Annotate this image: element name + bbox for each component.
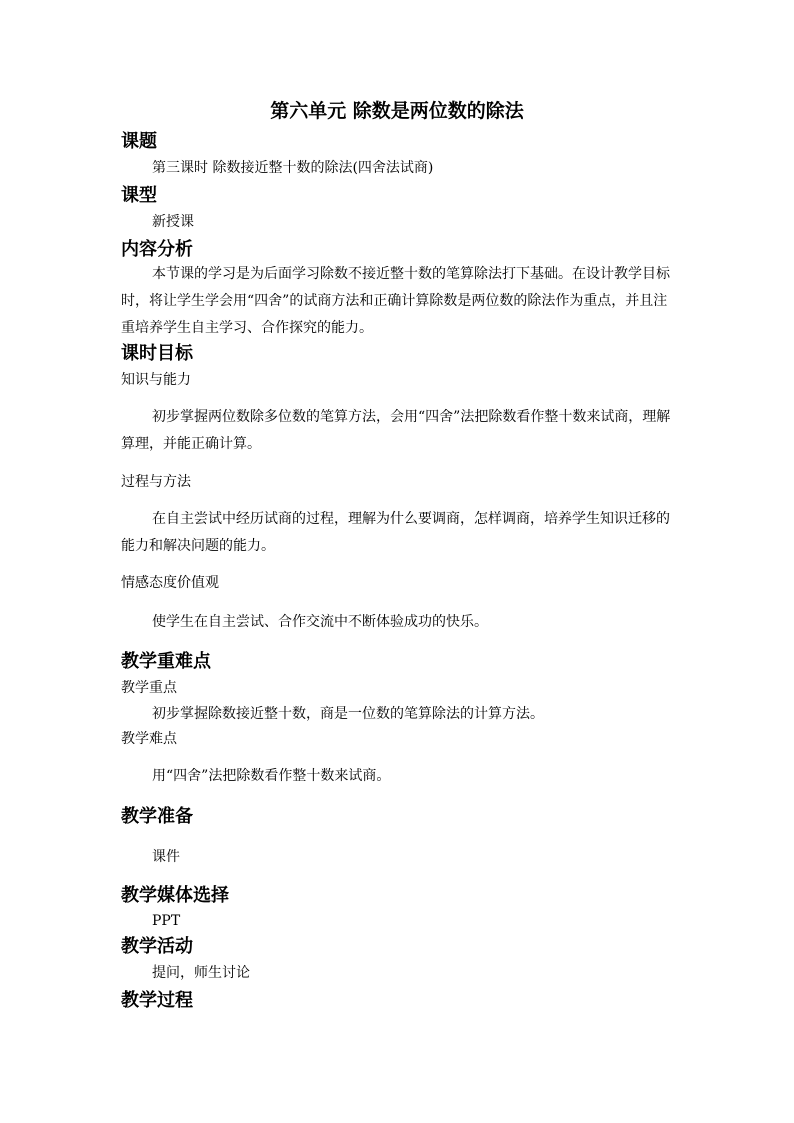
heading-analysis: 内容分析 [121, 239, 193, 260]
objective-process-text: 在自主尝试中经历试商的过程，理解为什么要调商，怎样调商，培养学生知识迁移的能力和解决问题的能力。 [121, 511, 670, 554]
activity-content: 提问，师生讨论 [152, 965, 250, 981]
heading-topic: 课题 [121, 131, 157, 152]
preparation-content: 课件 [152, 849, 180, 865]
heading-preparation: 教学准备 [121, 806, 193, 827]
analysis-paragraph: 本节课的学习是为后面学习除数不接近整十数的笔算除法打下基础。在设计教学目标时，将让学生学会用“四舍”的试商方法和正确计算除数是两位数的除法作为重点，并且注重培养学生自主学习、合作探究的能力。 [121, 266, 670, 336]
heading-keypoints: 教学重难点 [121, 651, 211, 672]
heading-type: 课型 [121, 185, 157, 206]
topic-content: 第三课时 除数接近整十数的除法(四舍法试商) [152, 160, 434, 176]
document-title: 第六单元 除数是两位数的除法 [270, 100, 524, 122]
objective-emotion-label: 情感态度价值观 [121, 575, 219, 591]
keypoint-label: 教学重点 [121, 680, 177, 696]
heading-process: 教学过程 [121, 990, 193, 1011]
type-content: 新授课 [152, 214, 194, 230]
difficult-text: 用“四舍”法把除数看作整十数来试商。 [152, 768, 391, 784]
heading-media: 教学媒体选择 [121, 885, 229, 906]
difficult-label: 教学难点 [121, 731, 177, 747]
keypoint-text: 初步掌握除数接近整十数，商是一位数的笔算除法的计算方法。 [152, 706, 544, 722]
heading-objectives: 课时目标 [121, 343, 193, 364]
objective-knowledge-text: 初步掌握两位数除多位数的笔算方法，会用“四舍”法把除数看作整十数来试商，理解算理，并能正确计算。 [121, 409, 671, 452]
media-content: PPT [152, 913, 181, 929]
objective-process-label: 过程与方法 [121, 474, 191, 490]
objective-emotion-text: 使学生在自主尝试、合作交流中不断体验成功的快乐。 [152, 614, 488, 630]
objective-knowledge-label: 知识与能力 [121, 372, 191, 388]
heading-activity: 教学活动 [121, 936, 193, 957]
